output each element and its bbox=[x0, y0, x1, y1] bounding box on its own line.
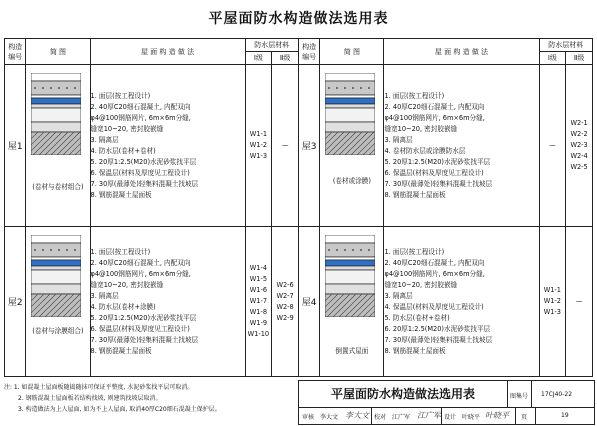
aggregate-dot bbox=[74, 87, 76, 89]
table-text: 2. 40厚C20细石混凝土, 内配双向 bbox=[384, 258, 485, 267]
table-text: W2-9 bbox=[276, 313, 294, 322]
table-text: W1-6 bbox=[249, 286, 268, 294]
table-text: 6. 保温层(材料及厚度见工程设计) bbox=[90, 324, 190, 333]
note-line: 注: 1. 如混凝土屋面板随捣随抹可保证平整度, 水泥砂浆找平层可取消。 bbox=[4, 384, 194, 391]
table-text: W1-5 bbox=[249, 275, 268, 283]
table-text: 缝宽10~20, 密封胶嵌缝 bbox=[384, 124, 458, 133]
table-text: 1. 面层(按工程设计) bbox=[90, 247, 151, 256]
table-text: 缝宽10~20, 密封胶嵌缝 bbox=[90, 124, 164, 133]
table-text: φ4@100钢筋网片, 6m×6m分缝, bbox=[90, 113, 191, 122]
header-grade-2: Ⅱ级 bbox=[566, 52, 593, 65]
header-grade-1: Ⅰ级 bbox=[245, 52, 272, 65]
aggregate-dot bbox=[50, 87, 52, 89]
membrane-layer bbox=[325, 260, 375, 266]
slope-layer bbox=[325, 122, 375, 132]
title-block-name: 平屋面防水构造做法选用表 bbox=[330, 387, 475, 401]
layer-list bbox=[384, 65, 539, 227]
table-text: W1-9 bbox=[249, 319, 268, 327]
designer-name: 叶晓平 bbox=[462, 414, 481, 421]
table-text: φ4@100钢筋网片, 6m×6m分缝, bbox=[384, 269, 485, 278]
surface-layer bbox=[31, 73, 81, 81]
table-text: 5. 防水层(卷材+卷材) bbox=[384, 313, 450, 322]
row-code: 屋1 bbox=[5, 65, 26, 227]
insulation-layer bbox=[325, 108, 375, 122]
separation-layer bbox=[31, 95, 81, 98]
layer-diagram-svg bbox=[325, 73, 375, 155]
concrete-layer bbox=[325, 81, 375, 95]
table-text: 5. 20厚1:2.5(M20)水泥砂浆找平层 bbox=[90, 157, 197, 166]
check-label: 校对 bbox=[374, 414, 387, 421]
layer-diagram-svg bbox=[31, 235, 81, 317]
insulation-layer bbox=[31, 270, 81, 284]
aggregate-dot bbox=[328, 87, 330, 89]
table-text: W2-4 bbox=[570, 152, 588, 160]
table-text: 3. 隔离层 bbox=[384, 135, 413, 144]
aggregate-dot bbox=[66, 87, 68, 89]
table-text: φ4@100钢筋网片, 6m×6m分缝, bbox=[90, 269, 191, 278]
separation-layer bbox=[325, 257, 375, 260]
table-text: W2-6 bbox=[276, 280, 294, 289]
note-line: 2. 钢筋混凝土屋面板若结构找坡, 则建筑找坡层取消。 bbox=[18, 395, 162, 402]
insulation-layer bbox=[31, 108, 81, 122]
concrete-layer bbox=[31, 81, 81, 95]
row-code: 屋3 bbox=[298, 65, 319, 227]
membrane-layer bbox=[31, 260, 81, 266]
aggregate-dot bbox=[360, 87, 362, 89]
grade-1-refs bbox=[539, 65, 566, 227]
aggregate-dot bbox=[42, 87, 44, 89]
header-code: 构造编号 bbox=[298, 39, 319, 65]
table-text: 3. 隔离层 bbox=[90, 291, 119, 300]
membrane-layer bbox=[325, 98, 375, 104]
header-layers: 屋 面 构 造 做 法 bbox=[384, 39, 539, 65]
table-text: — bbox=[575, 297, 583, 305]
screed-layer bbox=[325, 104, 375, 108]
review-label: 审核 bbox=[302, 414, 315, 421]
aggregate-dot bbox=[336, 249, 338, 251]
table-text: 8. 钢筋混凝土屋面板 bbox=[384, 190, 446, 199]
figure-caption: (卷材与卷材组合) bbox=[32, 183, 84, 191]
header-code: 构造编号 bbox=[5, 39, 26, 65]
screed-layer bbox=[31, 104, 81, 108]
title-block bbox=[298, 380, 595, 425]
table-text: 4. 卷材防水层或涂膜防水层 bbox=[384, 146, 466, 155]
header-grade-1: Ⅰ级 bbox=[539, 52, 566, 65]
aggregate-dot bbox=[344, 249, 346, 251]
page-label: 页 bbox=[521, 414, 528, 421]
grade-2-refs bbox=[272, 65, 299, 227]
section-figure bbox=[26, 227, 90, 377]
table-text: 7. 30厚(最薄处)轻集料混凝土找坡层 bbox=[90, 335, 199, 344]
aggregate-dot bbox=[34, 87, 36, 89]
surface-layer bbox=[325, 73, 375, 81]
construction-table bbox=[4, 38, 593, 377]
notes bbox=[4, 382, 294, 415]
note-line: 3. 构造做法为上人屋面, 如为不上人屋面, 取消40厚C20细石混凝土保护层。 bbox=[18, 406, 221, 413]
surface-layer bbox=[325, 235, 375, 243]
table-text: 6. 保温层(材料及厚度见工程设计) bbox=[384, 168, 484, 177]
designer-signature: 叶晓平 bbox=[485, 411, 509, 420]
table-text: W2-5 bbox=[570, 163, 588, 171]
aggregate-dot bbox=[368, 249, 370, 251]
aggregate-dot bbox=[58, 249, 60, 251]
table-text: 2. 40厚C20细石混凝土, 内配双向 bbox=[90, 102, 191, 111]
slope-layer bbox=[31, 284, 81, 294]
table-text: W1-7 bbox=[249, 297, 268, 305]
atlas-number: 17CJ40-22 bbox=[541, 391, 573, 398]
table-text: 5. 20厚1:2.5(M20)水泥砂浆找平层 bbox=[384, 157, 491, 166]
layer-diagram-svg bbox=[31, 73, 81, 155]
figure-caption: 倒置式屋面 bbox=[335, 347, 369, 355]
table-text: — bbox=[281, 141, 289, 149]
table-text: 2. 40厚C20细石混凝土, 内配双向 bbox=[384, 102, 485, 111]
table-text: 7. 30厚(最薄处)轻集料混凝土找坡层 bbox=[90, 179, 199, 188]
section-figure bbox=[320, 227, 384, 377]
table-text: 2. 40厚C20细石混凝土, 内配双向 bbox=[90, 258, 191, 267]
table-text: 1. 面层(按工程设计) bbox=[90, 91, 151, 100]
table-text: W1-2 bbox=[249, 141, 268, 149]
table-text: 缝宽10~20, 密封胶嵌缝 bbox=[384, 280, 458, 289]
separation-layer bbox=[31, 257, 81, 260]
aggregate-dot bbox=[42, 249, 44, 251]
table-text: W2-1 bbox=[570, 119, 588, 127]
sheet-title: 平屋面防水构造做法选用表 bbox=[208, 11, 389, 27]
table-text: W1-2 bbox=[543, 297, 561, 305]
layer-list bbox=[90, 65, 245, 227]
layer-diagram-svg bbox=[325, 235, 375, 317]
insulation-layer bbox=[325, 270, 375, 284]
aggregate-dot bbox=[360, 249, 362, 251]
table-text: — bbox=[549, 141, 556, 149]
table-text: 8. 钢筋混凝土屋面板 bbox=[90, 346, 152, 355]
figure-caption: (卷材与涂膜组合) bbox=[32, 327, 84, 335]
slope-layer bbox=[31, 122, 81, 132]
layer-list bbox=[384, 227, 539, 377]
aggregate-dot bbox=[368, 87, 370, 89]
header-layers: 屋 面 构 造 做 法 bbox=[90, 39, 245, 65]
grade-1-refs bbox=[539, 227, 566, 377]
atlas-label: 图集号 bbox=[510, 393, 529, 400]
aggregate-dot bbox=[74, 249, 76, 251]
concrete-layer bbox=[325, 243, 375, 257]
table-text: W1-3 bbox=[543, 308, 561, 316]
aggregate-dot bbox=[66, 249, 68, 251]
reviewer-name: 李大文 bbox=[320, 414, 339, 421]
aggregate-dot bbox=[328, 249, 330, 251]
table-text: W2-3 bbox=[570, 141, 588, 149]
checker-name: 江广军 bbox=[392, 414, 411, 421]
aggregate-dot bbox=[352, 249, 354, 251]
slope-layer bbox=[325, 284, 375, 294]
grade-1-refs bbox=[245, 65, 272, 227]
section-figure bbox=[26, 65, 90, 227]
header-figure: 简 图 bbox=[320, 39, 384, 65]
table-text: 6. 保温层(材料及厚度见工程设计) bbox=[90, 168, 190, 177]
table-text: W1-1 bbox=[249, 130, 268, 138]
grade-2-refs bbox=[566, 227, 593, 377]
page-number: 19 bbox=[561, 412, 569, 419]
separation-layer bbox=[325, 95, 375, 98]
aggregate-dot bbox=[336, 87, 338, 89]
grade-2-refs bbox=[272, 227, 299, 377]
aggregate-dot bbox=[344, 87, 346, 89]
concrete-layer bbox=[31, 243, 81, 257]
header-grade-2: Ⅱ级 bbox=[272, 52, 299, 65]
table-text: W1-8 bbox=[249, 308, 268, 316]
table-text: W1-3 bbox=[249, 152, 268, 160]
table-text: W1-1 bbox=[543, 286, 561, 294]
table-text: 5. 20厚1:2.5(M20)水泥砂浆找平层 bbox=[90, 313, 197, 322]
row-code: 屋4 bbox=[298, 227, 319, 377]
section-figure bbox=[320, 65, 384, 227]
table-text: 3. 隔离层 bbox=[384, 291, 413, 300]
table-text: 7. 30厚(最薄处)轻集料混凝土找坡层 bbox=[384, 179, 493, 188]
aggregate-dot bbox=[34, 249, 36, 251]
header-material: 防水层材料 bbox=[245, 39, 298, 52]
aggregate-dot bbox=[58, 87, 60, 89]
table-text: 3. 隔离层 bbox=[90, 135, 119, 144]
checker-signature: 江广军 bbox=[417, 411, 441, 420]
aggregate-dot bbox=[50, 249, 52, 251]
table-text: 7. 30厚(最薄处)轻集料混凝土找坡层 bbox=[384, 335, 493, 344]
table-text: W2-8 bbox=[276, 302, 294, 311]
grade-1-refs bbox=[245, 227, 272, 377]
table-text: 4. 防水层(卷材+卷材) bbox=[90, 146, 156, 155]
table-text: W1-10 bbox=[247, 330, 270, 338]
table-text: φ4@100钢筋网片, 6m×6m分缝, bbox=[384, 113, 485, 122]
table-text: 1. 面层(按工程设计) bbox=[384, 247, 445, 256]
membrane-layer bbox=[31, 98, 81, 104]
table-text: 8. 钢筋混凝土屋面板 bbox=[90, 190, 152, 199]
table-text: 6. 20厚1:2.5(M20)水泥砂浆找平层 bbox=[384, 324, 491, 333]
table-text: W2-7 bbox=[276, 291, 294, 300]
table-text: 4. 保温层(材料及厚度见工程设计) bbox=[384, 302, 484, 311]
table-text: 1. 面层(按工程设计) bbox=[384, 91, 445, 100]
aggregate-dot bbox=[352, 87, 354, 89]
table-text: 8. 钢筋混凝土屋面板 bbox=[384, 346, 446, 355]
reviewer-signature: 李大文 bbox=[345, 411, 369, 420]
row-code: 屋2 bbox=[5, 227, 26, 377]
layer-list bbox=[90, 227, 245, 377]
surface-layer bbox=[31, 235, 81, 243]
table-text: 缝宽10~20, 密封胶嵌缝 bbox=[90, 280, 164, 289]
design-label: 设计 bbox=[444, 414, 457, 421]
table-text: W2-2 bbox=[570, 130, 588, 138]
screed-layer bbox=[31, 266, 81, 270]
header-material: 防水层材料 bbox=[539, 39, 593, 52]
header-figure: 简 图 bbox=[26, 39, 90, 65]
table-text: 4. 防水层(卷材+涂膜) bbox=[90, 302, 156, 311]
table-text: W1-4 bbox=[249, 264, 268, 272]
screed-layer bbox=[325, 266, 375, 270]
figure-caption: (卷材或涂膜) bbox=[332, 177, 371, 185]
grade-2-refs bbox=[566, 65, 593, 227]
